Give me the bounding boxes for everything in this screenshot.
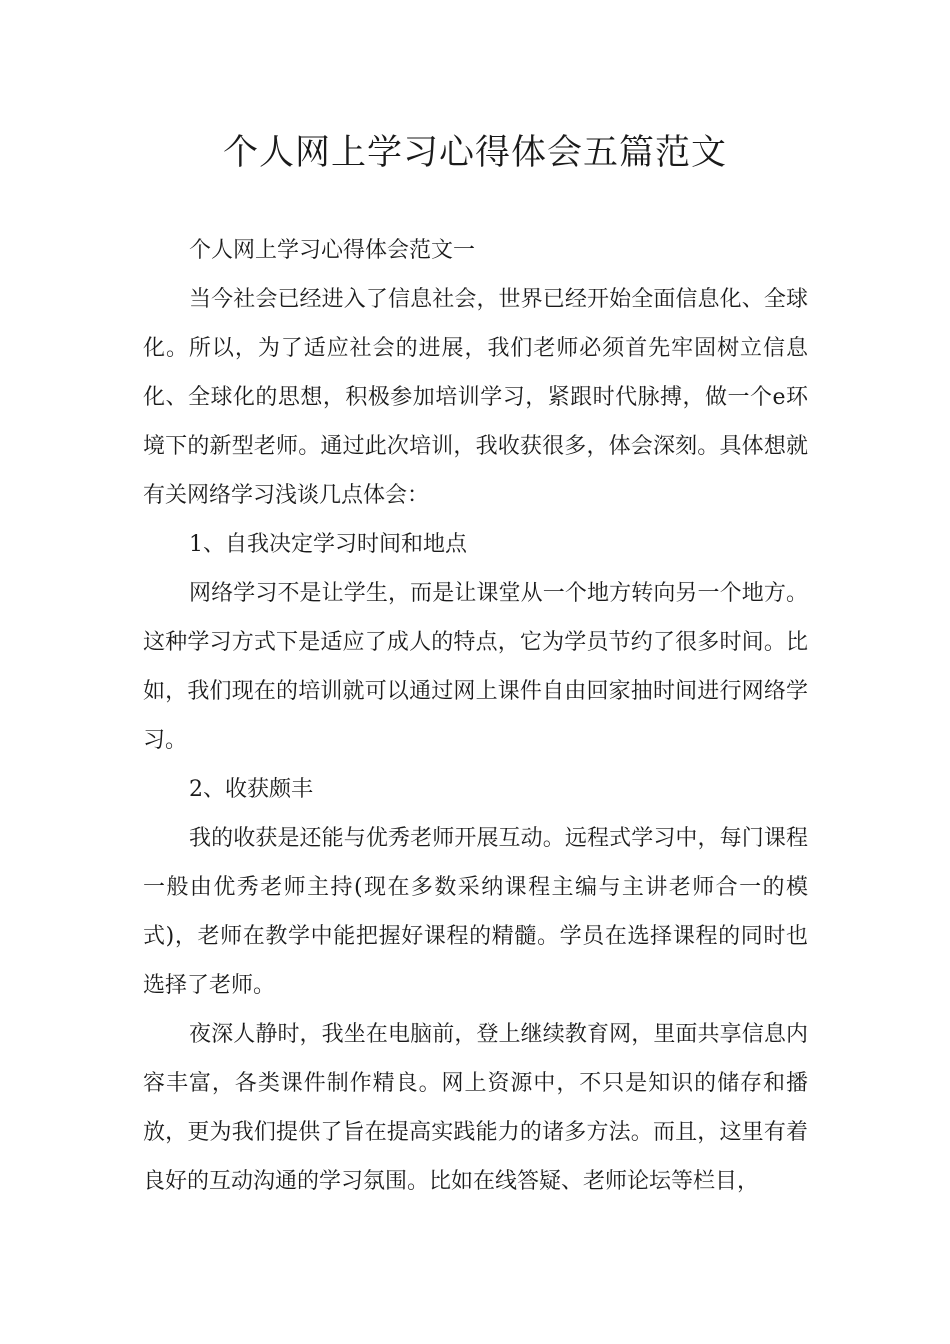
paragraph: 我的收获是还能与优秀老师开展互动。远程式学习中，每门课程一般由优秀老师主持(现在多数采纳课程主编与主讲老师合一的模式)，老师在教学中能把握好课程的精髓。学员在选择课程的同时也选择了老师。 bbox=[143, 826, 808, 998]
point-heading: 1、自我决定学习时间和地点 bbox=[189, 532, 467, 557]
document-body bbox=[143, 226, 808, 1206]
document-title: 个人网上学习心得体会五篇范文 bbox=[222, 133, 727, 173]
section-heading: 个人网上学习心得体会范文一 bbox=[189, 238, 476, 263]
point-heading: 2、收获颇丰 bbox=[189, 777, 313, 802]
paragraph: 网络学习不是让学生，而是让课堂从一个地方转向另一个地方。这种学习方式下是适应了成人的特点，它为学员节约了很多时间。比如，我们现在的培训就可以通过网上课件自由回家抽时间进行网络学习。 bbox=[143, 581, 808, 753]
paragraph: 夜深人静时，我坐在电脑前，登上继续教育网，里面共享信息内容丰富，各类课件制作精良。网上资源中，不只是知识的储存和播放，更为我们提供了旨在提高实践能力的诸多方法。而且，这里有着良好的互动沟通的学习氛围。比如在线答疑、老师论坛等栏目， bbox=[143, 1022, 808, 1194]
paragraph: 当今社会已经进入了信息社会，世界已经开始全面信息化、全球化。所以，为了适应社会的进展，我们老师必须首先牢固树立信息化、全球化的思想，积极参加培训学习，紧跟时代脉搏，做一个e环境下的新型老师。通过此次培训，我收获很多，体会深刻。具体想就有关网络学习浅谈几点体会： bbox=[143, 287, 808, 508]
